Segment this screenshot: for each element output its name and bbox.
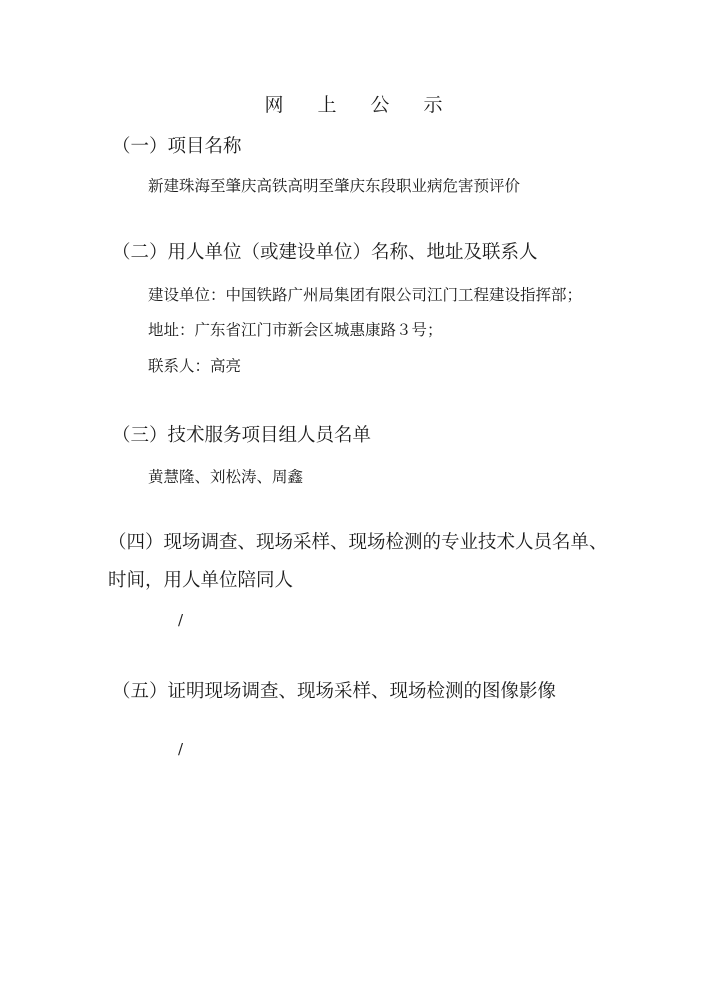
section-1-heading: （一）项目名称 <box>112 136 242 157</box>
project-name: 新建珠海至肇庆高铁高明至肇庆东段职业病危害预评价 <box>148 177 521 195</box>
page-title: 网 上 公 示 <box>264 94 457 116</box>
construction-unit: 建设单位：中国铁路广州局集团有限公司江门工程建设指挥部； <box>148 286 583 304</box>
team-members: 黄慧隆、刘松涛、周鑫 <box>148 468 304 486</box>
section-4-placeholder: / <box>178 611 184 629</box>
section-3-heading: （三）技术服务项目组人员名单 <box>112 425 372 446</box>
address: 地址：广东省江门市新会区城惠康路３号； <box>148 321 443 339</box>
section-4-heading-line-1: （四）现场调查、现场采样、现场检测的专业技术人员名单、 <box>108 532 608 553</box>
section-4-heading-line-2: 时间，用人单位陪同人 <box>108 570 294 591</box>
section-5-heading: （五）证明现场调查、现场采样、现场检测的图像影像 <box>112 681 557 702</box>
contact-person: 联系人：高亮 <box>148 357 242 375</box>
section-5-placeholder: / <box>178 740 184 758</box>
section-2-heading: （二）用人单位（或建设单位）名称、地址及联系人 <box>112 242 538 263</box>
